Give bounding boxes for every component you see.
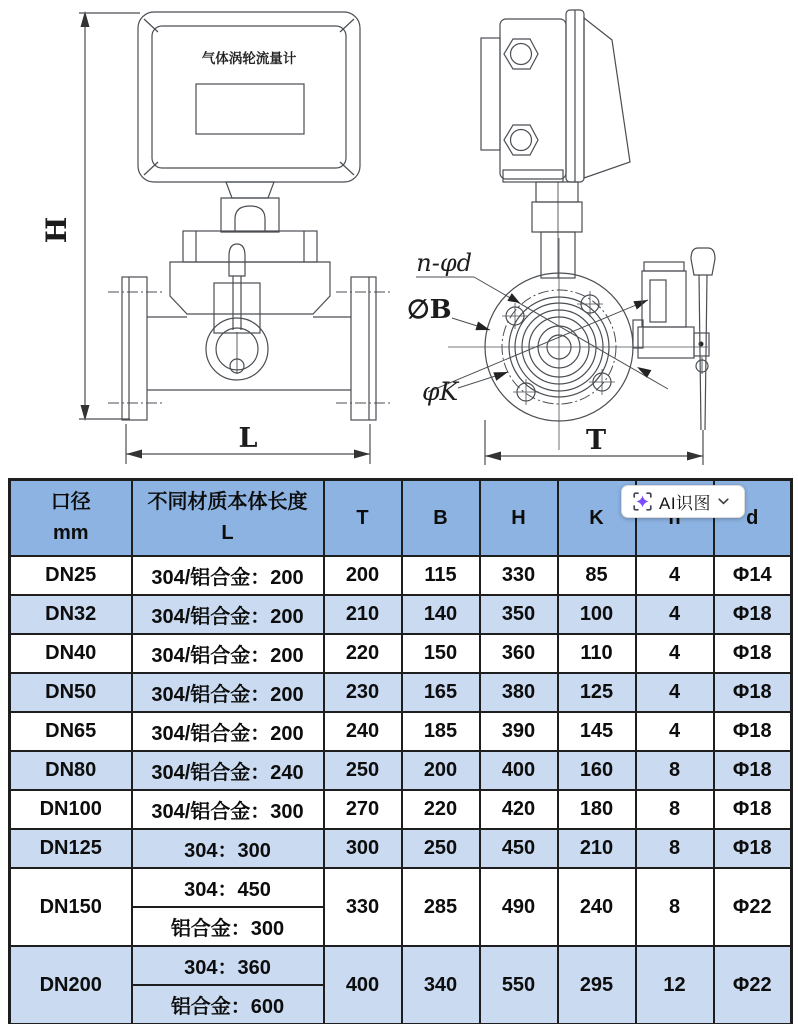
cell-l-sub: 铝合金：300 [133, 906, 323, 945]
cell-h: 360 [480, 634, 558, 673]
cell-l: 304/铝合金：200 [132, 673, 324, 712]
dim-label-h: H [40, 216, 73, 244]
cell-b: 340 [402, 946, 480, 1024]
cell-b: 150 [402, 634, 480, 673]
cell-n: 4 [636, 634, 714, 673]
cell-dn: DN150 [10, 868, 132, 946]
ai-scan-star-icon [633, 492, 652, 511]
cell-t: 400 [324, 946, 402, 1024]
cell-b: 115 [402, 556, 480, 595]
dim-label-t: T [585, 425, 607, 456]
header-cell-d: d [714, 480, 792, 557]
cell-d: Φ18 [714, 673, 792, 712]
header-cell-l: 不同材质本体长度 L [132, 480, 324, 557]
cell-n: 4 [636, 556, 714, 595]
cell-l [132, 946, 324, 1024]
cell-dn: DN40 [10, 634, 132, 673]
cell-t: 220 [324, 634, 402, 673]
cell-dn: DN65 [10, 712, 132, 751]
cell-h: 450 [480, 829, 558, 868]
header-cell-b: B [402, 480, 480, 557]
cell-t: 210 [324, 595, 402, 634]
cell-d: Φ22 [714, 868, 792, 946]
table-row-DN50 [10, 673, 792, 712]
table-row-DN25 [10, 556, 792, 595]
cell-b: 220 [402, 790, 480, 829]
cell-l: 304/铝合金：240 [132, 751, 324, 790]
cell-k: 180 [558, 790, 636, 829]
cell-h: 350 [480, 595, 558, 634]
cell-d: Φ22 [714, 946, 792, 1024]
table-body [10, 556, 792, 1024]
cell-l-sub: 304：450 [184, 879, 271, 901]
cell-k: 125 [558, 673, 636, 712]
cell-l [132, 868, 324, 946]
header-cell-dn: 口径 mm [10, 480, 132, 557]
label-outer-diameter: ∅B [407, 295, 452, 325]
cell-t: 250 [324, 751, 402, 790]
cell-dn: DN32 [10, 595, 132, 634]
cell-k: 210 [558, 829, 636, 868]
cell-h: 490 [480, 868, 558, 946]
table-row-DN150 [10, 868, 792, 946]
cell-dn: DN100 [10, 790, 132, 829]
cell-k: 100 [558, 595, 636, 634]
cell-t: 270 [324, 790, 402, 829]
cell-t: 300 [324, 829, 402, 868]
side-view [407, 10, 715, 465]
cell-h: 400 [480, 751, 558, 790]
cell-k: 160 [558, 751, 636, 790]
cell-t: 240 [324, 712, 402, 751]
header-cell-k: K [558, 480, 636, 557]
table-row-DN200 [10, 946, 792, 1024]
cell-dn: DN80 [10, 751, 132, 790]
cell-h: 550 [480, 946, 558, 1024]
cell-dn: DN200 [10, 946, 132, 1024]
cell-h: 420 [480, 790, 558, 829]
cell-h: 330 [480, 556, 558, 595]
dimension-table-wrap [8, 478, 790, 1024]
table-row-DN80 [10, 751, 792, 790]
table-row-DN32 [10, 595, 792, 634]
cell-k: 110 [558, 634, 636, 673]
cell-n: 8 [636, 868, 714, 946]
ai-button-label: AI识图 [659, 494, 712, 513]
cell-t: 200 [324, 556, 402, 595]
cell-k: 145 [558, 712, 636, 751]
cell-d: Φ18 [714, 829, 792, 868]
cell-dn: DN125 [10, 829, 132, 868]
cell-n: 4 [636, 712, 714, 751]
header-cell-t: T [324, 480, 402, 557]
cell-l: 304/铝合金：200 [132, 634, 324, 673]
cell-l: 304/铝合金：200 [132, 595, 324, 634]
cell-l: 304/铝合金：300 [132, 790, 324, 829]
chevron-down-icon [718, 498, 729, 505]
cell-d: Φ14 [714, 556, 792, 595]
dim-label-l: L [238, 423, 258, 454]
cell-l-sub: 304：360 [184, 957, 271, 979]
device-title-label: 气体涡轮流量计 [201, 51, 297, 67]
technical-drawing [0, 0, 798, 478]
cell-n: 8 [636, 829, 714, 868]
cell-t: 230 [324, 673, 402, 712]
cell-h: 380 [480, 673, 558, 712]
cell-d: Φ18 [714, 790, 792, 829]
cell-n: 12 [636, 946, 714, 1024]
table-row-DN125 [10, 829, 792, 868]
cell-d: Φ18 [714, 634, 792, 673]
cell-t: 330 [324, 868, 402, 946]
table-row-DN65 [10, 712, 792, 751]
label-bolt-circle: φK [422, 377, 459, 406]
cell-b: 285 [402, 868, 480, 946]
cell-d: Φ18 [714, 751, 792, 790]
front-view [40, 11, 390, 464]
cell-n: 4 [636, 595, 714, 634]
cell-l: 304/铝合金：200 [132, 556, 324, 595]
dimension-table [8, 478, 793, 1024]
cell-d: Φ18 [714, 712, 792, 751]
label-bolt-holes: n-φd [416, 249, 472, 277]
cell-dn: DN25 [10, 556, 132, 595]
cell-dn: DN50 [10, 673, 132, 712]
cell-k: 295 [558, 946, 636, 1024]
cell-b: 165 [402, 673, 480, 712]
cell-b: 140 [402, 595, 480, 634]
cell-h: 390 [480, 712, 558, 751]
header-cell-h: H [480, 480, 558, 557]
cell-l-sub: 铝合金：600 [133, 984, 323, 1023]
cell-l: 304：300 [132, 829, 324, 868]
cell-k: 85 [558, 556, 636, 595]
ai-image-recognition-button[interactable] [621, 485, 745, 518]
cell-l: 304/铝合金：200 [132, 712, 324, 751]
cell-k: 240 [558, 868, 636, 946]
cell-b: 250 [402, 829, 480, 868]
cell-n: 4 [636, 673, 714, 712]
cell-n: 8 [636, 751, 714, 790]
table-row-DN100 [10, 790, 792, 829]
cell-d: Φ18 [714, 595, 792, 634]
cell-b: 200 [402, 751, 480, 790]
cell-b: 185 [402, 712, 480, 751]
cell-n: 8 [636, 790, 714, 829]
table-row-DN40 [10, 634, 792, 673]
